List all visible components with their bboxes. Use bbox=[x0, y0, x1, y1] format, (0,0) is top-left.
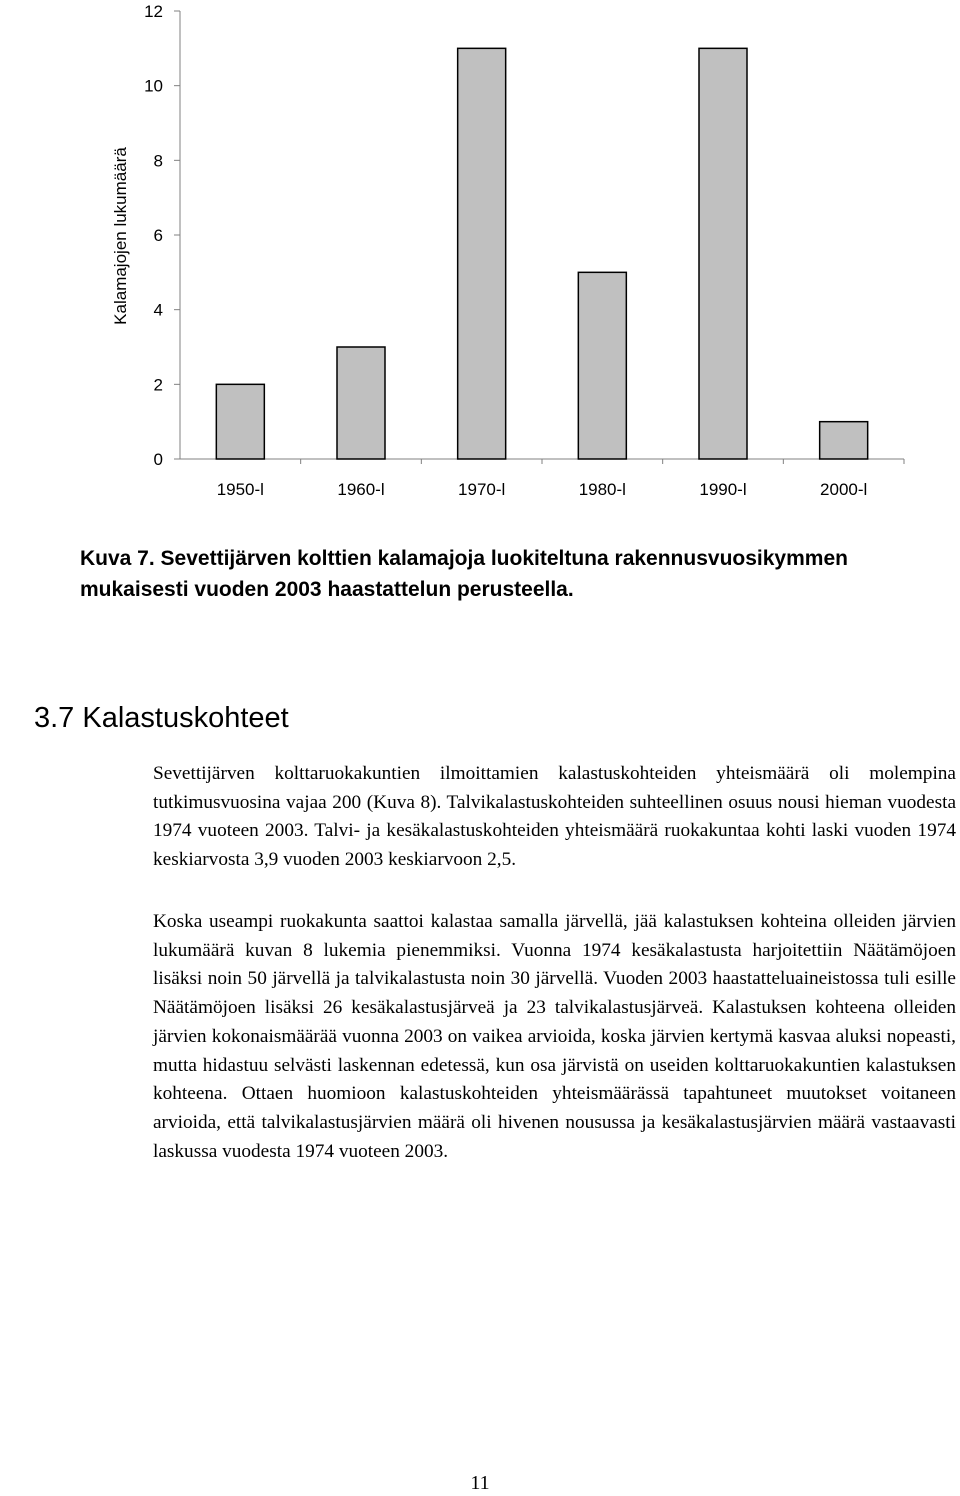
chart-axes bbox=[180, 11, 904, 459]
section-heading: 3.7 Kalastuskohteet bbox=[34, 702, 289, 734]
y-axis-ticks bbox=[144, 2, 180, 469]
page-number: 11 bbox=[470, 1472, 490, 1494]
bar-1980-l bbox=[578, 272, 626, 459]
bar-2000-l bbox=[820, 422, 868, 459]
body-paragraph-2: Koska useampi ruokakunta saattoi kalastaa samalla järvellä, jää kalastuksen kohteina olleiden järvien lukumäärä kuvan 8 lukemia pienemmiksi. Vuonna 1974 kesäkalastusta harjoitettiin Näätämöjoen lisäksi noin 50 järvellä ja talvikalastusta noin 30 järvellä. Vuoden 2003 haastatteluaineistossa tuli esille Näätämöjoen lisäksi 26 kesäkalastusjärveä ja 23 talvikalastusjärveä. Kalastuksen kohteena olleiden järvien kokonaismäärää vuonna 2003 on vaikea arvioida, koska järvien kertymä kasvaa aluksi nopeasti, mutta hidastuu selvästi laskennan edetessä, kun osa järvistä on useiden kolttaruokakuntien kalastuksen kohteena. Ottaen huomioon kalastuskohteiden yhteismäärässä tapahtuneet muutokset voitaneen arvioida, että talvikalastusjärvien määrä oli hivenen nousussa ja kesäkalastusjärvien määrä vastaavasti laskussa vuodesta 1974 vuoteen 2003. bbox=[153, 911, 956, 1162]
bar-1990-l bbox=[699, 48, 747, 459]
y-tick-label: 12 bbox=[144, 2, 163, 21]
y-tick-label: 10 bbox=[144, 76, 163, 96]
y-tick-label: 8 bbox=[153, 151, 163, 171]
bar-1970-l bbox=[458, 48, 506, 459]
chart-bars bbox=[216, 48, 867, 459]
x-tick-label: 1970-l bbox=[458, 480, 506, 499]
bar-1960-l bbox=[337, 347, 385, 459]
bar-1950-l bbox=[216, 384, 264, 459]
bar-chart bbox=[0, 0, 960, 510]
x-tick-label: 1980-l bbox=[578, 480, 626, 499]
x-tick-label: 1950-l bbox=[216, 480, 264, 499]
x-tick-label: 1960-l bbox=[337, 480, 385, 499]
y-tick-label: 2 bbox=[153, 375, 163, 395]
y-tick-label: 6 bbox=[153, 226, 163, 245]
x-axis-ticks bbox=[217, 459, 904, 499]
x-tick-label: 1990-l bbox=[699, 480, 747, 499]
y-tick-label: 4 bbox=[153, 300, 163, 320]
body-paragraph-1: Sevettijärven kolttaruokakuntien ilmoittamien kalastuskohteiden yhteismäärä oli molempina tutkimusvuosina vajaa 200 (Kuva 8). Talvikalastuskohteiden suhteellinen osuus nousi hieman vuodesta 1974 vuoteen 2003. Talvi- ja kesäkalastuskohteiden yhteismäärä ruokakuntaa kohti laski vuoden 1974 keskiarvosta 3,9 vuoden 2003 keskiarvoon 2,5. bbox=[153, 763, 956, 871]
y-axis-label: Kalamajojen lukumäärä bbox=[111, 147, 130, 325]
y-tick-label: 0 bbox=[153, 450, 163, 469]
x-tick-label: 2000-l bbox=[820, 480, 868, 499]
figure-caption: Kuva 7. Sevettijärven kolttien kalamajoja luokiteltuna rakennusvuosikymmen mukaisesti vuoden 2003 haastattelun perusteella. bbox=[80, 547, 848, 601]
